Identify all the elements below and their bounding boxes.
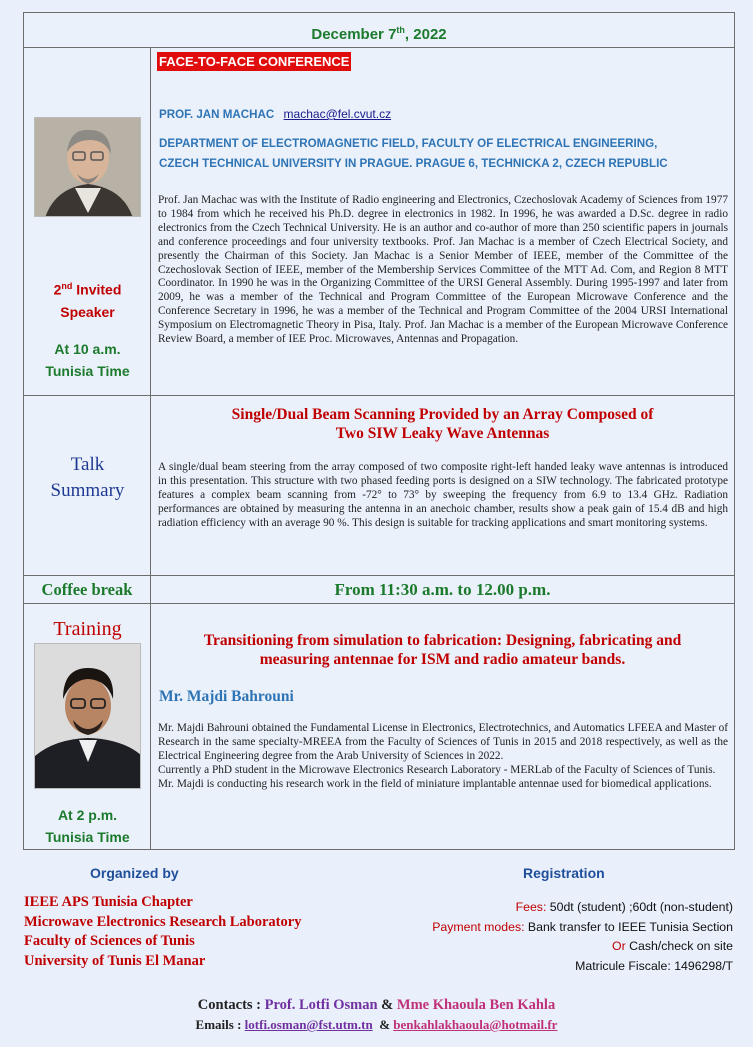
coffee-time-cell [151, 576, 734, 603]
training-row [24, 604, 734, 850]
speaker-role: 2nd Invited Speaker [53, 281, 122, 320]
email-link-2[interactable]: benkahlakhaoula@hotmail.fr [393, 1017, 558, 1032]
contact-person-1: Prof. Lotfi Osman [264, 997, 378, 1013]
coffee-row [24, 576, 734, 604]
event-date: December 7th, 2022 [311, 25, 447, 43]
speaker-bio: Prof. Jan Machac was with the Institute of Radio engineering and Electronics, Czechoslovak Academy of Sciences from 1977 to 1984 from which he received his Ph.D. degree in electronics in 1982. In 1996, he was awarded a D.Sc. degree in radio electronics from the Czech Technical University. He is an author and co-author of more than 250 scientific papers in journals and conference proceedings and four university textbooks. Prof. Jan Machac is a member of Czech Electrical Society, and presently the Chairman of this Society. Jan Machac is a Senior Member of IEEE, member of the Committee of the Czechoslovak Section of IEEE, member of the Membership Services Committee of the MTT Ad. Com, and Region 8 MTT Coordinator. In 1990 he was in the Organizing Committee of the URSI General Assembly. During 1995-1997 and later from 2009, he was a member of the Technical and Program Committee of the European Microwave Conference and the Conference Secretary in 1996, he was a member of the Technical and Program Committee of the 2004 URSI International Symposium on Electromagnetic Theory in Pisa, Italy. Prof. Jan Machac is a member of the European Microwave Conference Review Board, a member of IEE Proc. Microwaves, Antennas and Propagation. [158, 194, 728, 346]
organizer-item: IEEE APS Tunisia Chapter [24, 894, 193, 910]
speaker-side [24, 48, 151, 395]
speaker-email-link[interactable]: machac@fel.cvut.cz [283, 107, 392, 121]
speaker-name: PROF. JAN MACHAC [159, 108, 275, 121]
registration-heading: Registration [523, 865, 605, 881]
email-link-1[interactable]: lotfi.osman@fst.utm.tn [244, 1017, 373, 1032]
speaker-time: At 10 a.m. Tunisia Time [45, 341, 130, 379]
talk-title: Single/Dual Beam Scanning Provided by an Array Composed of Two SIW Leaky Wave Antennas [231, 406, 654, 442]
training-time: At 2 p.m. Tunisia Time [45, 807, 130, 845]
matricule-line: Matricule Fiscale: 1496298/T [575, 958, 733, 973]
fees-line: Fees: 50dt (student) ;60dt (non-student) [515, 900, 733, 914]
program-table [23, 12, 735, 850]
organizers-list [24, 893, 301, 971]
training-title: Transitioning from simulation to fabrication: Designing, fabricating and measuring antennae for ISM and radio amateur bands. [203, 632, 682, 668]
or-line: Or Cash/check on site [612, 939, 733, 953]
trainer-name: Mr. Majdi Bahrouni [159, 688, 294, 705]
contact-person-2: Mme Khaoula Ben Kahla [396, 997, 556, 1013]
speaker-name-line [159, 104, 391, 125]
training-content [151, 604, 734, 850]
contacts-line: Contacts : Prof. Lotfi Osman & Mme Khaoula Ben Kahla [197, 997, 556, 1013]
talk-summary-label: Talk Summary [50, 454, 125, 501]
training-side [24, 604, 151, 850]
talk-label-cell [24, 396, 151, 575]
talk-content [151, 396, 734, 575]
emails-line: Emails : lotfi.osman@fst.utm.tn & benkahlakhaoula@hotmail.fr [195, 1017, 558, 1032]
speaker-details [151, 48, 734, 395]
coffee-label: Coffee break [41, 580, 133, 599]
trainer-photo [34, 643, 141, 789]
trainer-bio: Mr. Majdi Bahrouni obtained the Fundamental License in Electronics, Electrotechnics, and Automatics LFEEA and Master of Research in the same specialty-MREEA from the Faculty of Sciences of Tunis in 2015 and 2018 respectively, as well as the Electrical Engineering degree from the Arab University of Sciences in 2022. Currently a PhD student in the Microwave Electronics Research Laboratory - MERLab of the Faculty of Sciences of Tunis. Mr. Majdi is conducting his research work in the field of miniature implantable antennae used for biomedical applications. [158, 722, 728, 790]
organizer-item: Faculty of Sciences of Tunis [24, 933, 195, 949]
organizer-item: University of Tunis El Manar [24, 952, 206, 969]
talk-abstract: A single/dual beam steering from the array composed of two composite right-left handed leaky wave antennas is introduced in this presentation. This structure with two phased feeding ports is designed on a SIW technology. The fabricated prototype features a complex beam scanning from -72° to 73° by sweeping the frequency from 6.9 to 13.4 GHz. Radiation performances are obtained by measuring the antenna in an anechoic chamber, results show a peak gain of 15.4 dB and high radiation efficiency with an average 90 %. This design is suitable for tracking applications and smart monitoring systems. [158, 461, 728, 529]
speaker-row [24, 48, 734, 396]
speaker-affiliation: DEPARTMENT OF ELECTROMAGNETIC FIELD, FACULTY OF ELECTRICAL ENGINEERING, CZECH TECHNICAL UNIVERSITY IN PRAGUE. PRAGUE 6, TECHNICKA 2, CZECH REPUBLIC [159, 137, 668, 170]
organized-heading: Organized by [90, 865, 179, 881]
date-row [24, 13, 734, 48]
talk-row [24, 396, 734, 576]
coffee-label-cell [24, 576, 151, 603]
registration-details [432, 898, 733, 976]
contacts-block [0, 996, 753, 1034]
organizer-item: Microwave Electronics Research Laboratory [24, 913, 302, 930]
payment-line: Payment modes: Bank transfer to IEEE Tunisia Section [432, 919, 733, 934]
training-label: Training [53, 618, 122, 640]
speaker-photo [34, 117, 141, 217]
conference-badge: FACE-TO-FACE CONFERENCE [159, 54, 350, 69]
coffee-time: From 11:30 a.m. to 12.00 p.m. [334, 580, 551, 599]
